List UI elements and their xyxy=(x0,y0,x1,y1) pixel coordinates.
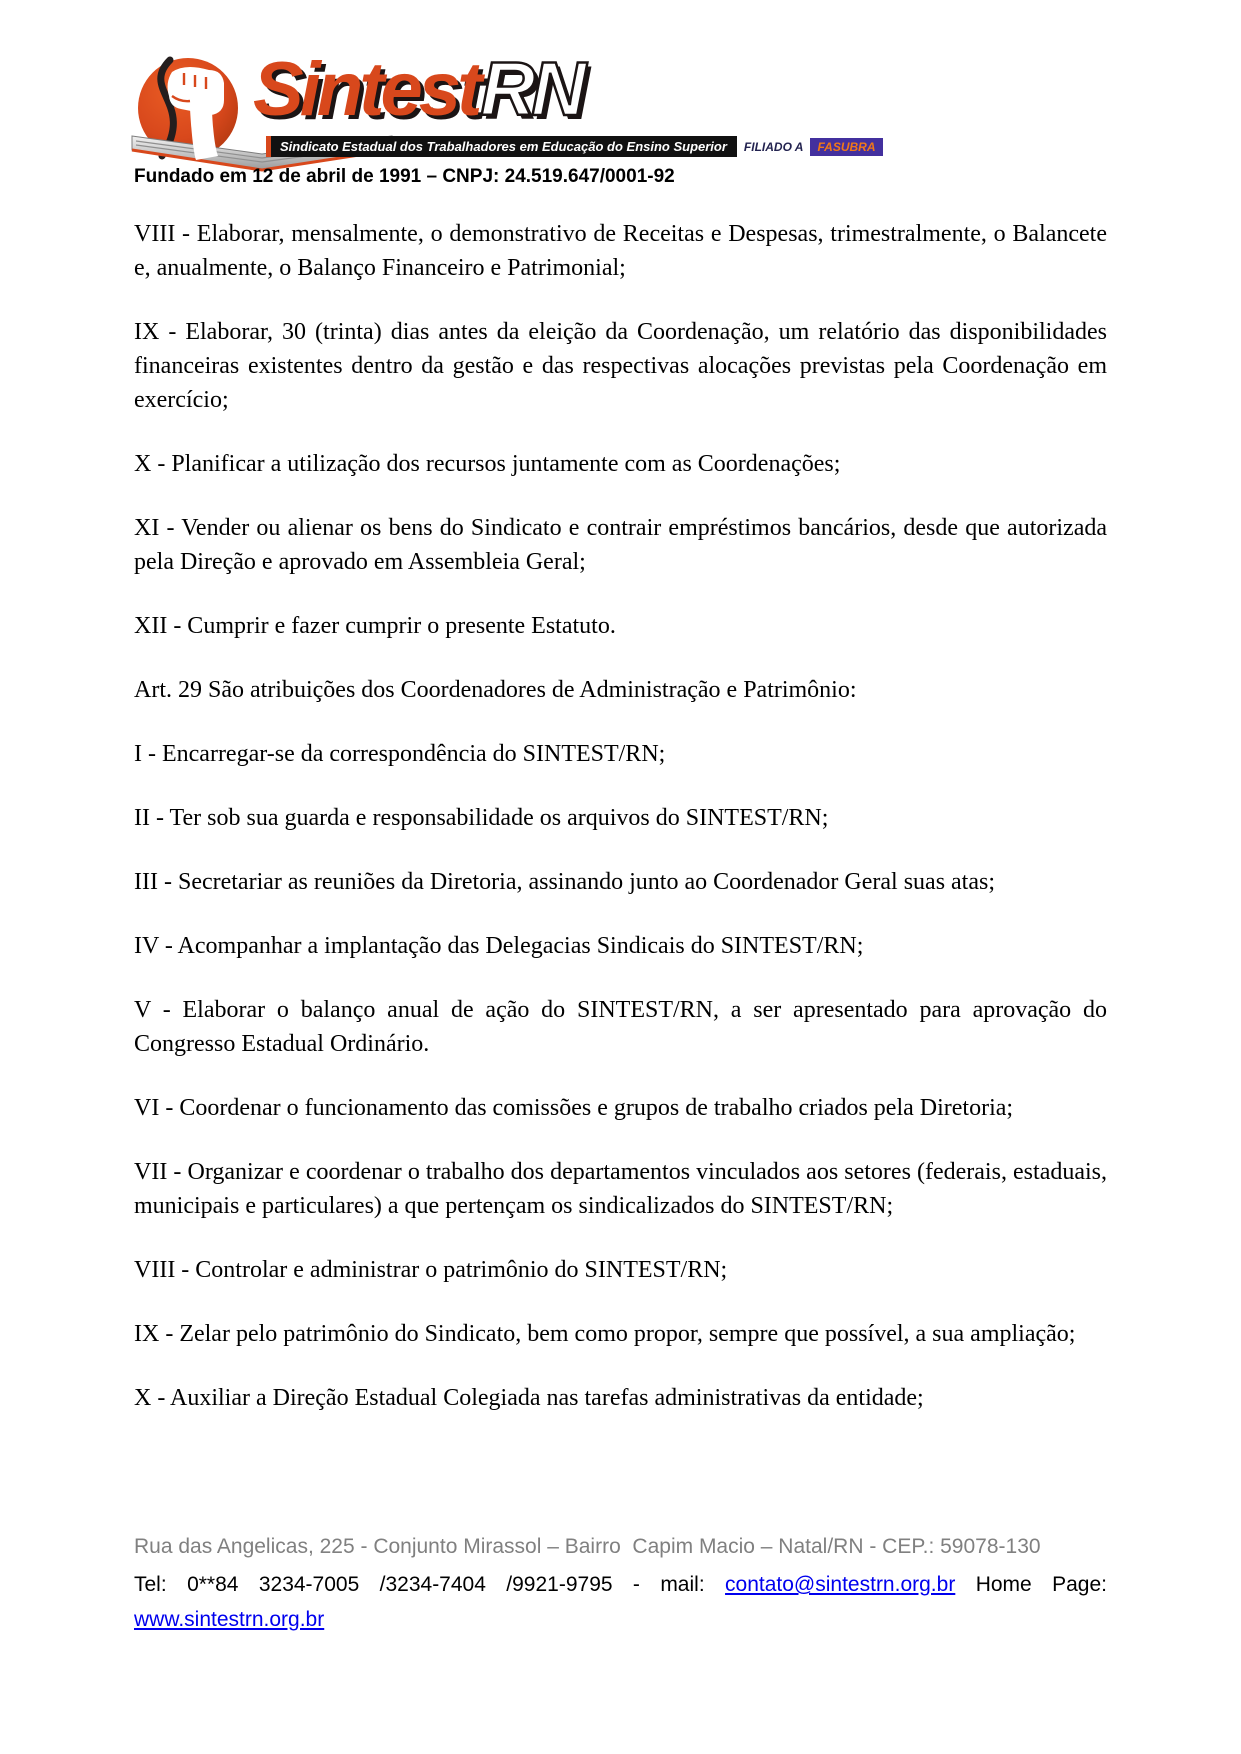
item-vi: VI - Coordenar o funcionamento das comissões e grupos de trabalho criados pela Diretoria; xyxy=(134,1095,1014,1121)
founded-cnpj-line: Fundado em 12 de abril de 1991 – CNPJ: 24.519.647/0001-92 xyxy=(134,166,675,187)
logo-tagline-row xyxy=(266,136,883,157)
brand-wordmark xyxy=(253,47,583,132)
website-link[interactable]: www.sintestrn.org.br xyxy=(134,1608,325,1631)
affiliation-prefix: FILIADO A xyxy=(743,139,804,154)
phone-numbers: Tel: 0**84 3234-7005 /3234-7404 /9921-9795 - mail: xyxy=(134,1573,705,1596)
item-viii: VIII - Controlar e administrar o patrimônio do SINTEST/RN; xyxy=(134,1257,728,1283)
contact-line xyxy=(134,1572,1107,1598)
paragraph-xii: XII - Cumprir e fazer cumprir o presente Estatuto. xyxy=(134,613,616,639)
item-x: X - Auxiliar a Direção Estadual Colegiada nas tarefas administrativas da entidade; xyxy=(134,1385,924,1411)
brand-name-suffix: RN xyxy=(480,47,583,132)
email-link[interactable]: contato@sintestrn.org.br xyxy=(725,1573,956,1596)
affiliation-badge: FASUBRA xyxy=(810,138,882,156)
item-iv: IV - Acompanhar a implantação das Delegacias Sindicais do SINTEST/RN; xyxy=(134,933,864,959)
brand-name-main: Sintest xyxy=(253,47,479,132)
article-29-heading: Art. 29 São atribuições dos Coordenadores de Administração e Patrimônio: xyxy=(134,677,857,703)
item-iii: III - Secretariar as reuniões da Diretoria, assinando junto ao Coordenador Geral suas atas; xyxy=(134,869,996,895)
address-line: Rua das Angelicas, 225 - Conjunto Mirassol – Bairro Capim Macio – Natal/RN - CEP.: 59078-130 xyxy=(134,1535,1041,1558)
item-ii: II - Ter sob sua guarda e responsabilidade os arquivos do SINTEST/RN; xyxy=(134,805,829,831)
item-v: V - Elaborar o balanço anual de ação do SINTEST/RN, a ser apresentado para aprovação do Congresso Estadual Ordinário. xyxy=(134,997,1107,1057)
statute-body xyxy=(0,215,1241,1415)
letterhead-footer xyxy=(134,1534,1107,1633)
logo-tagline: Sindicato Estadual dos Trabalhadores em Educação do Ensino Superior xyxy=(266,136,737,157)
item-vii: VII - Organizar e coordenar o trabalho dos departamentos vinculados aos setores (federais, estaduais, municipais e particulares) a que pertençam os sindicalizados do SINTEST/RN; xyxy=(134,1159,1107,1219)
paragraph-ix: IX - Elaborar, 30 (trinta) dias antes da eleição da Coordenação, um relatório das disponibilidades financeiras existentes dentro da gestão e das respectivas alocações previstas pela Coordenação em exercício; xyxy=(134,319,1107,413)
item-ix: IX - Zelar pelo patrimônio do Sindicato, bem como propor, sempre que possível, a sua ampliação; xyxy=(134,1321,1076,1347)
homepage-label: Home Page: xyxy=(975,1573,1107,1596)
paragraph-x: X - Planificar a utilização dos recursos juntamente com as Coordenações; xyxy=(134,451,841,477)
letterhead xyxy=(0,0,1241,215)
paragraph-viii: VIII - Elaborar, mensalmente, o demonstrativo de Receitas e Despesas, trimestralmente, o Balancete e, anualmente, o Balanço Financeiro e Patrimonial; xyxy=(134,221,1107,281)
paragraph-xi: XI - Vender ou alienar os bens do Sindicato e contrair empréstimos bancários, desde que autorizada pela Direção e aprovado em Assembleia Geral; xyxy=(134,515,1107,575)
item-i: I - Encarregar-se da correspondência do SINTEST/RN; xyxy=(134,741,666,767)
